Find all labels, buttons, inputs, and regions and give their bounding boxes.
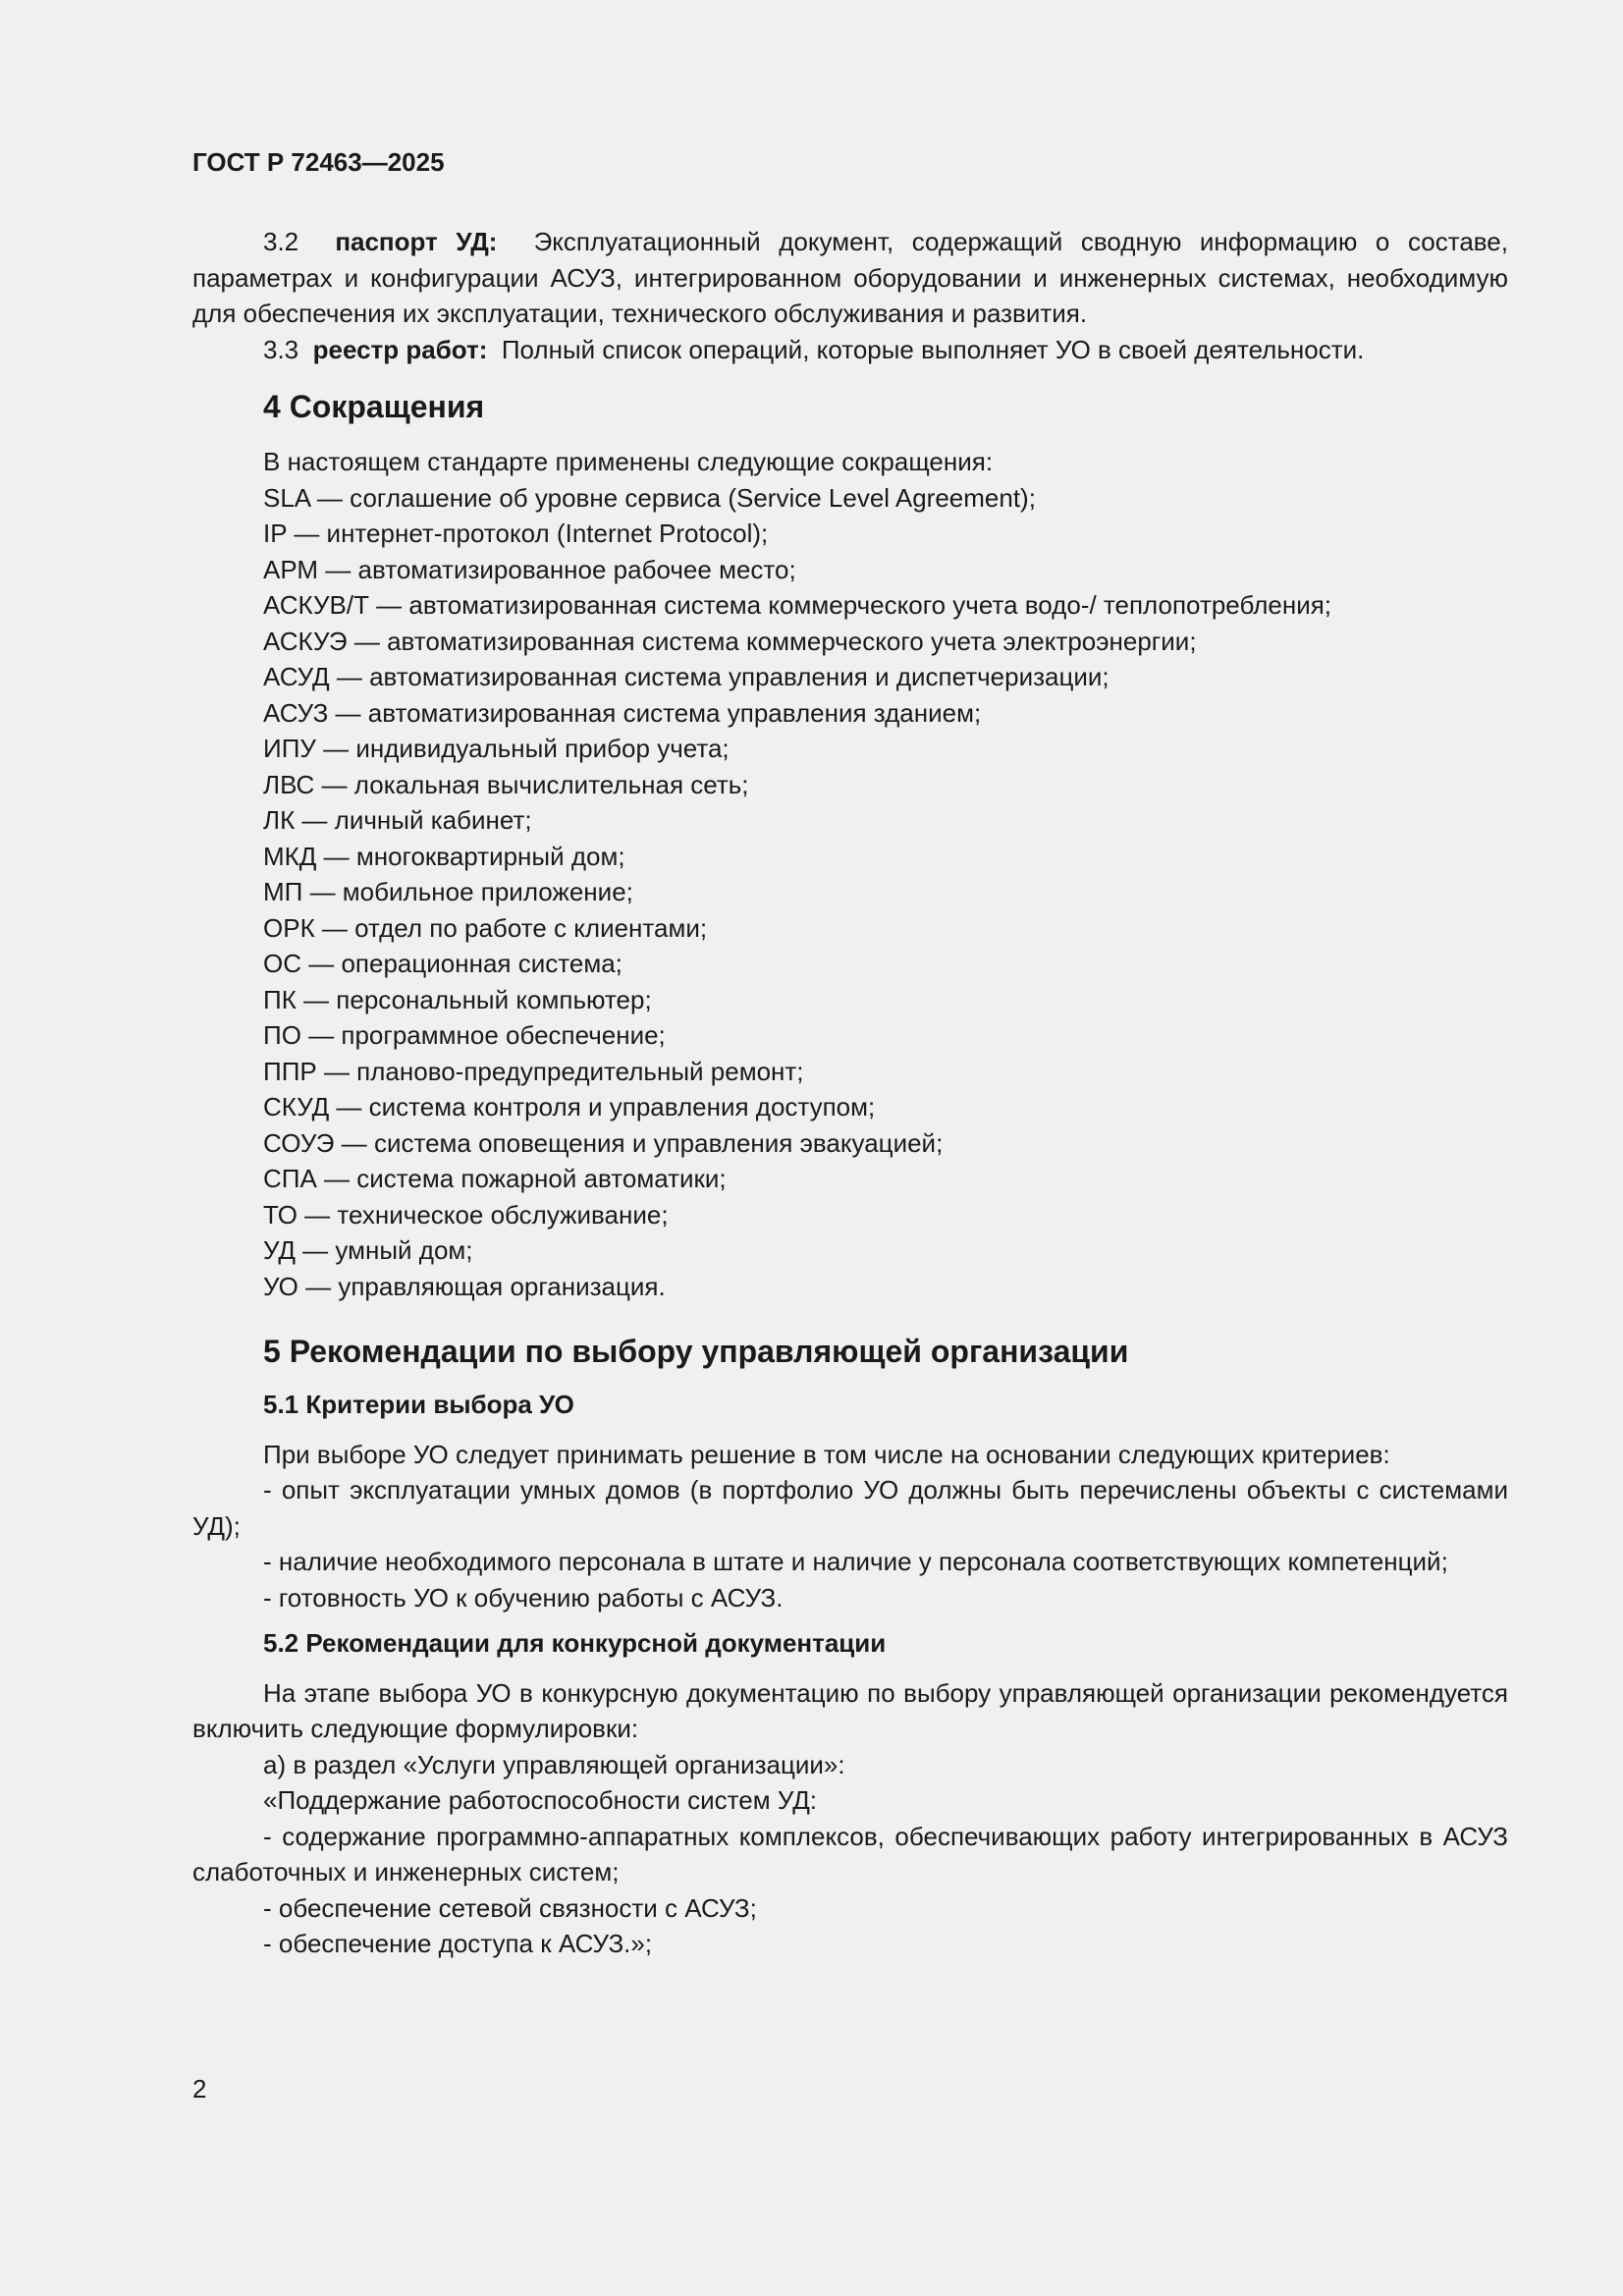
abbreviation-item: ПО — программное обеспечение; xyxy=(263,1020,666,1050)
definition-term: паспорт УД: xyxy=(335,227,498,256)
abbreviation-item: ППР — планово-предупредительный ремонт; xyxy=(263,1056,804,1086)
document-body xyxy=(192,224,1508,1962)
abbreviation-item: ИПУ — индивидуальный прибор учета; xyxy=(263,734,730,763)
abbreviation-item: ОС — операционная система; xyxy=(263,949,622,978)
abbreviation-item: МП — мобильное приложение; xyxy=(263,877,633,906)
recommendation-item: - обеспечение доступа к АСУЗ.»; xyxy=(263,1929,653,1958)
page-number: 2 xyxy=(192,2074,207,2104)
abbreviation-item: ЛВС — локальная вычислительная сеть; xyxy=(263,769,749,799)
abbreviation-item: УО — управляющая организация. xyxy=(263,1271,666,1301)
abbreviation-item: СКУД — система контроля и управления доступом; xyxy=(263,1092,876,1121)
definition-text: Полный список операций, которые выполняет УО в своей деятельности. xyxy=(501,334,1365,364)
abbreviation-item: СОУЭ — система оповещения и управления эвакуацией; xyxy=(263,1127,944,1158)
abbreviation-item: IP — интернет-протокол (Internet Protocol); xyxy=(263,519,769,548)
section-5-2-heading: 5.2 Рекомендации для конкурсной документации xyxy=(263,1628,887,1658)
abbreviation-item: СПА — система пожарной автоматики; xyxy=(263,1164,727,1193)
criteria-item: - готовность УО к обучению работы с АСУЗ. xyxy=(263,1582,784,1613)
abbreviation-item: МКД — многоквартирный дом; xyxy=(263,841,625,871)
document-id-header: ГОСТ Р 72463—2025 xyxy=(192,147,445,177)
section-4-heading: 4 Сокращения xyxy=(263,389,485,424)
definition-number: 3.3 xyxy=(263,334,299,364)
abbreviations-intro: В настоящем стандарте применены следующие сокращения: xyxy=(263,447,994,476)
recommendation-item: - содержание программно-аппаратных комплексов, обеспечивающих работу интегрированных в АСУЗ слаботочных и инженерных систем; xyxy=(192,1821,1508,1886)
abbreviation-item: ОРК — отдел по работе с клиентами; xyxy=(263,912,708,943)
abbreviation-item: АСКУЭ — автоматизированная система коммерческого учета электроэнергии; xyxy=(263,626,1197,656)
quote-start: «Поддержание работоспособности систем УД: xyxy=(263,1785,818,1815)
abbreviation-item: ЛК — личный кабинет; xyxy=(263,805,532,835)
abbreviation-item: АРМ — автоматизированное рабочее место; xyxy=(263,554,796,584)
definition-text: Эксплуатационный документ, содержащий сводную информацию о составе, параметрах и конфигурации АСУЗ, интегрированном оборудовании и инженерных системах, необходимую для обеспечения их эксплуатации, технического обслуживания и развития. xyxy=(192,227,1508,328)
subsection-a: а) в раздел «Услуги управляющей организации»: xyxy=(263,1749,845,1779)
section-5-1-heading: 5.1 Критерии выбора УО xyxy=(263,1390,574,1419)
recommendation-item: - обеспечение сетевой связности с АСУЗ; xyxy=(263,1892,757,1923)
definition-3-2 xyxy=(192,224,1508,332)
abbreviation-item: АСУЗ — автоматизированная система управления зданием; xyxy=(263,697,982,728)
criteria-item: - опыт эксплуатации умных домов (в портфолио УО должны быть перечислены объекты с системами УД); xyxy=(192,1475,1508,1541)
abbreviations-list xyxy=(192,480,1508,1305)
section-5-1-intro: При выборе УО следует принимать решение в том числе на основании следующих критериев: xyxy=(263,1439,1390,1469)
abbreviation-item: АСКУВ/Т — автоматизированная система коммерческого учета водо-/ теплопотребления; xyxy=(263,590,1332,620)
abbreviation-item: АСУД — автоматизированная система управления и диспетчеризации; xyxy=(263,662,1109,691)
abbreviation-item: ПК — персональный компьютер; xyxy=(263,984,652,1014)
definition-number: 3.2 xyxy=(263,227,299,256)
definition-term: реестр работ: xyxy=(312,334,488,364)
definition-3-3 xyxy=(192,332,1508,368)
abbreviation-item: ТО — техническое обслуживание; xyxy=(263,1199,669,1230)
abbreviation-item: УД — умный дом; xyxy=(263,1235,473,1265)
section-5-2-intro: На этапе выбора УО в конкурсную документацию по выбору управляющей организации рекомендуется включить следующие формулировки: xyxy=(192,1677,1508,1743)
criteria-item: - наличие необходимого персонала в штате и наличие у персонала соответствующих компетенций; xyxy=(263,1547,1448,1576)
section-5-heading: 5 Рекомендации по выбору управляющей организации xyxy=(263,1334,1129,1369)
abbreviation-item: SLA — соглашение об уровне сервиса (Service Level Agreement); xyxy=(263,482,1036,513)
